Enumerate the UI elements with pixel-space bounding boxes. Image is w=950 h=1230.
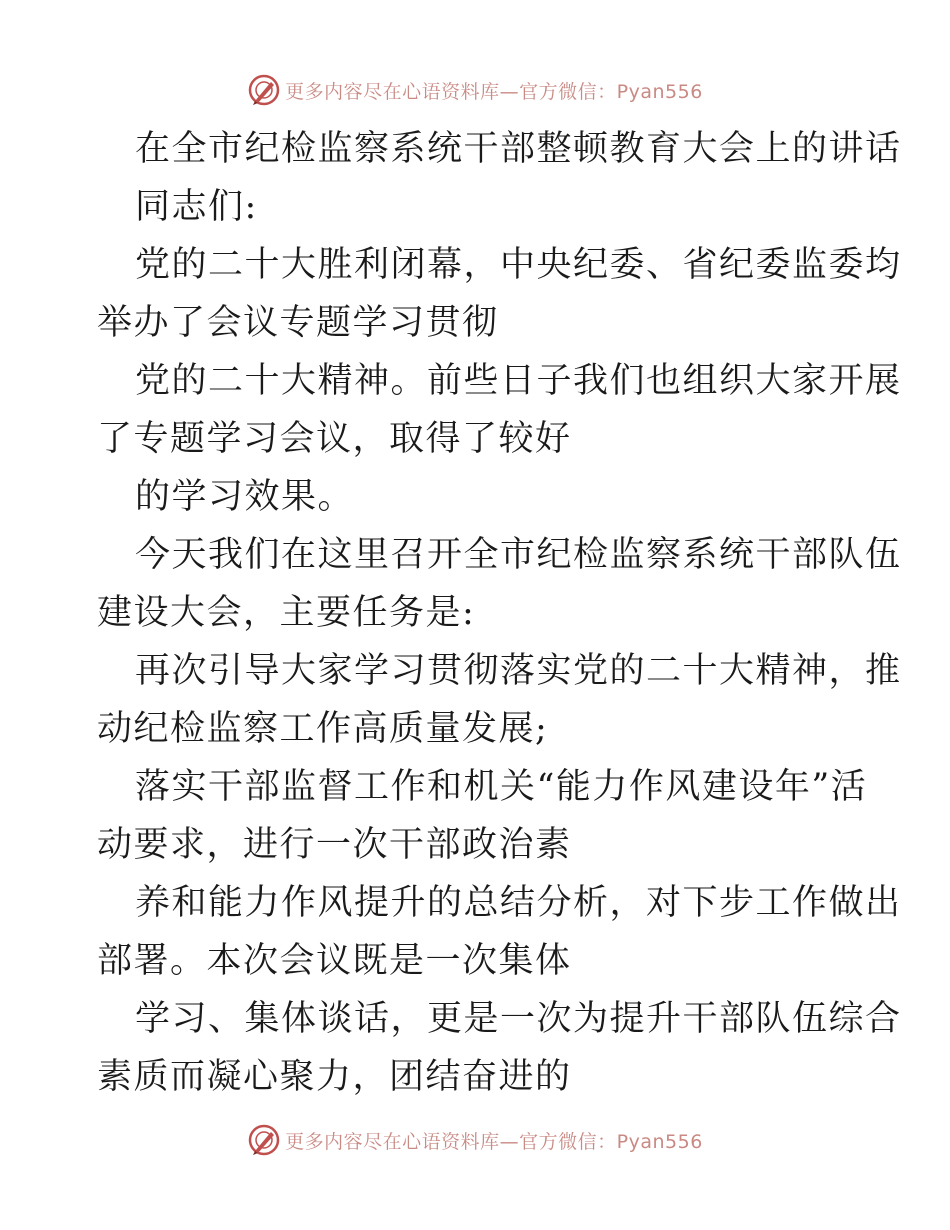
pen-logo-icon: [247, 73, 281, 107]
pen-logo-icon: [247, 1123, 281, 1157]
header-banner: [0, 70, 950, 110]
paragraph-line: 的学习效果。: [135, 477, 355, 517]
paragraph-line: 养和能力作风提升的总结分析，对下步工作做出: [135, 883, 902, 923]
paragraph-line: 建设大会，主要任务是:: [97, 593, 476, 633]
paragraph-line: 党的二十大胜利闭幕，中央纪委、省纪委监委均: [135, 245, 902, 285]
paragraph-line: 动纪检监察工作高质量发展;: [97, 709, 549, 749]
document-title: 在全市纪检监察系统干部整顿教育大会上的讲话: [135, 129, 902, 169]
paragraph-line: 素质而凝心聚力，团结奋进的: [97, 1057, 572, 1097]
paragraph-line: 同志们:: [135, 187, 258, 227]
paragraph-line: 了专题学习会议，取得了较好: [97, 419, 572, 459]
paragraph-line: 党的二十大精神。前些日子我们也组织大家开展: [135, 361, 902, 401]
banner-text: 更多内容尽在心语资料库—官方微信：Pyan556: [285, 1130, 703, 1153]
footer-banner: [0, 1120, 950, 1160]
paragraph-line: 动要求，进行一次干部政治素: [97, 825, 572, 865]
paragraph-line: 落实干部监督工作和机关“能力作风建设年”活: [135, 767, 868, 807]
paragraph-line: 举办了会议专题学习贯彻: [97, 303, 499, 343]
paragraph-line: 部署。本次会议既是一次集体: [97, 941, 572, 981]
paragraph-line: 学习、集体谈话，更是一次为提升干部队伍综合: [135, 999, 902, 1039]
paragraph-line: 今天我们在这里召开全市纪检监察系统干部队伍: [135, 535, 902, 575]
paragraph-line: 再次引导大家学习贯彻落实党的二十大精神，推: [135, 651, 902, 691]
banner-text: 更多内容尽在心语资料库—官方微信：Pyan556: [285, 80, 703, 103]
